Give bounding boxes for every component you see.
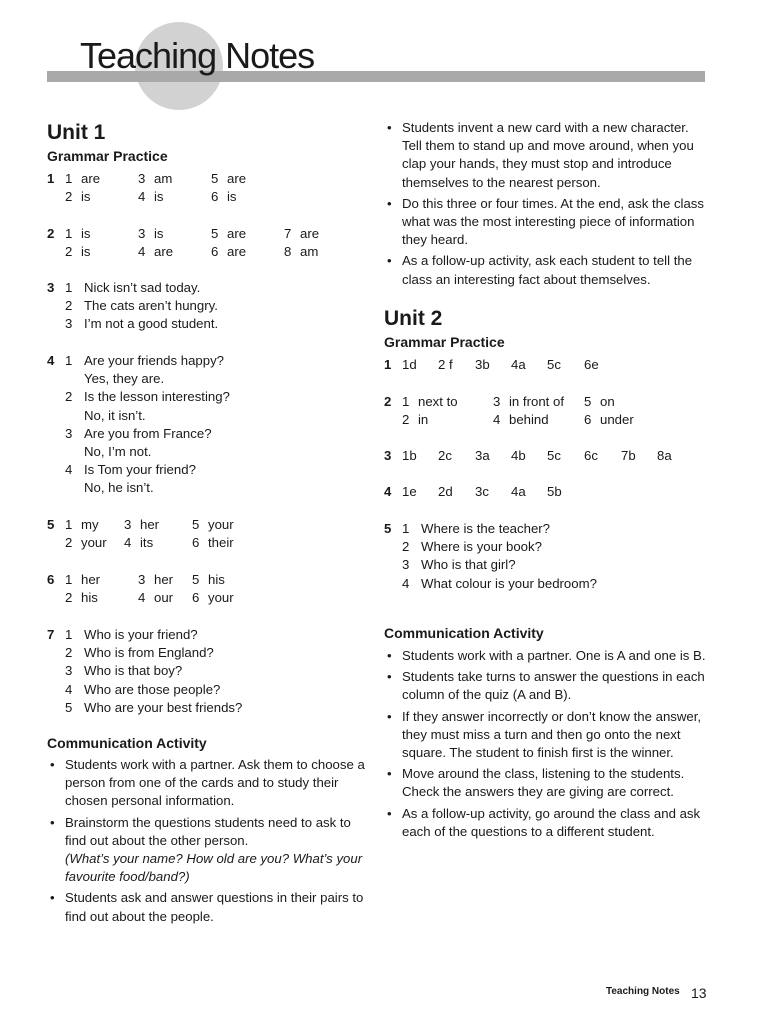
bullet-item: • Students invent a new card with a new character. Tell them to stand up and move around, when you clap your hands, they must stop and introduce themselves to the nearest person. [384,119,710,192]
exercise-number: 3 [384,448,392,463]
exercise-number: 1 [384,357,392,372]
exercise-number: 3 [47,280,55,295]
answer: No, I’m not. [84,443,152,459]
answer: Yes, they are. [84,371,165,387]
answer: No, it isn’t. [84,407,146,423]
bullet-item: • Move around the class, listening to the students. Check the answers they are giving are correct. [384,765,710,801]
bullet-item: • If they answer incorrectly or don’t know the answer, they must miss a turn and then go onto the next square. The student to finish first is the winner. [384,708,710,763]
bullet-item: • Students ask and answer questions in their pairs to find out about the people. [47,889,365,925]
bullet-item: • As a follow-up activity, ask each student to tell the class an interesting fact about themselves. [384,252,710,288]
exercise-number: 7 [47,627,55,642]
exercise-number: 4 [47,353,55,368]
exercise-number: 5 [47,517,55,532]
unit1-communication-heading: Communication Activity [47,735,207,751]
exercise-number: 2 [47,226,55,241]
page: Teaching Notes Unit 1 Grammar Practice 1 1 are 3 am 5 are 2 is 4 is 6 is 2 1 is 3 is 5 are 7 are 2 is 4 are 6 are 8 am 3 1 Nick isn’t sad today. 2 The cats aren’t hungry. 3 I’m not a good student. 4 1 Are your friends happy? Yes, they are. 2 Is the lesson interesting? No, it isn’t. 3 Are you from France? No, I’m not. 4 Is Tom your friend? No, he isn’t. 5 1 my 3 her 5 your 2 your 4 its 6 their 6 1 her 3 her 5 his 2 his 4 our 6 your 7 1 Who is your friend? 2 Who is from England? 3 Who is that boy? 4 Who are those people? 5 Who are your best friends? Communication Activity • Students work with a partner. Ask them to choose a person from one of the cards and to study their chosen personal information. • Brainstorm the questions students need to ask to find out about the other person. (What’s your name? How old are you? What’s your favourite food/band?) • Students ask and answer questions in their pairs to find out about the people. • Students invent a new card with a new character. Tell them to stand up and move around, when you clap your hands, they must stop and introduce themselves to the nearest person. • Do this three or four times. At the end, ask the class what was the most interesting piece of information they heard. • As a follow-up activity, ask each student to tell the class an interesting fact about themselves. Unit 2 Grammar Practice 1 1d 2 f 3b 4a 5c 6e 2 1 next to 3 in front of 5 on 2 in 4 behind 6 under 3 1b 2c 3a 4b 5c 6c 7b 8a 4 1e 2d 3c 4a 5b 5 1 Where is the teacher? 2 Where is your book? 3 Who is that girl? 4 What colour is your bedroom? Communication Activity • Students work with a partner. One is A and one is B. • Students take turns to answer the questions in each column of the quiz (A and B). • If they answer incorrectly or don’t know the answer, they must miss a turn and then go onto the next square. The student to finish first is the winner. • Move around the class, listening to the students. Check the answers they are giving are correct. • As a follow-up activity, go around the class and ask each of the questions to a different student. Teaching Notes 13 [0,0,768,1024]
footer-label: Teaching Notes [606,986,680,997]
bullet-item: • Students work with a partner. One is A and one is B. [384,647,710,665]
exercise-number: 1 [47,171,55,186]
bullet-item: • As a follow-up activity, go around the class and ask each of the questions to a different student. [384,805,710,841]
bullet-item: • Students take turns to answer the questions in each column of the quiz (A and B). [384,668,710,704]
bullet-item: • Brainstorm the questions students need to ask to find out about the other person. (What’s your name? How old are you? What’s your favourite food/band?) [47,814,365,887]
unit1-communication-list-continued [384,119,710,292]
exercise-number: 4 [384,484,392,499]
unit1-communication-list [47,756,365,929]
unit2-communication-list [384,647,710,844]
unit1-grammar-heading: Grammar Practice [47,148,168,164]
unit2-communication-heading: Communication Activity [384,625,544,641]
exercise-number: 5 [384,521,392,536]
example-questions: (What’s your name? How old are you? What’s your favourite food/band?) [65,851,363,885]
bullet-item: • Students work with a partner. Ask them to choose a person from one of the cards and to study their chosen personal information. [47,756,365,811]
answer: No, he isn’t. [84,480,154,496]
exercise-number: 6 [47,572,55,587]
exercise-number: 2 [384,394,392,409]
bullet-item: • Do this three or four times. At the end, ask the class what was the most interesting piece of information they heard. [384,195,710,250]
page-title: Teaching Notes [80,35,315,76]
question: 3 Are you from France? [65,425,212,441]
exercise-answers [65,352,230,498]
question: 2 Is the lesson interesting? [65,389,230,405]
unit2-title: Unit 2 [384,307,443,330]
unit1-title: Unit 1 [47,121,106,144]
unit2-grammar-heading: Grammar Practice [384,334,505,350]
page-number: 13 [691,985,707,1001]
question: 1 Are your friends happy? [65,353,225,368]
question: 4 Is Tom your friend? [65,462,196,478]
